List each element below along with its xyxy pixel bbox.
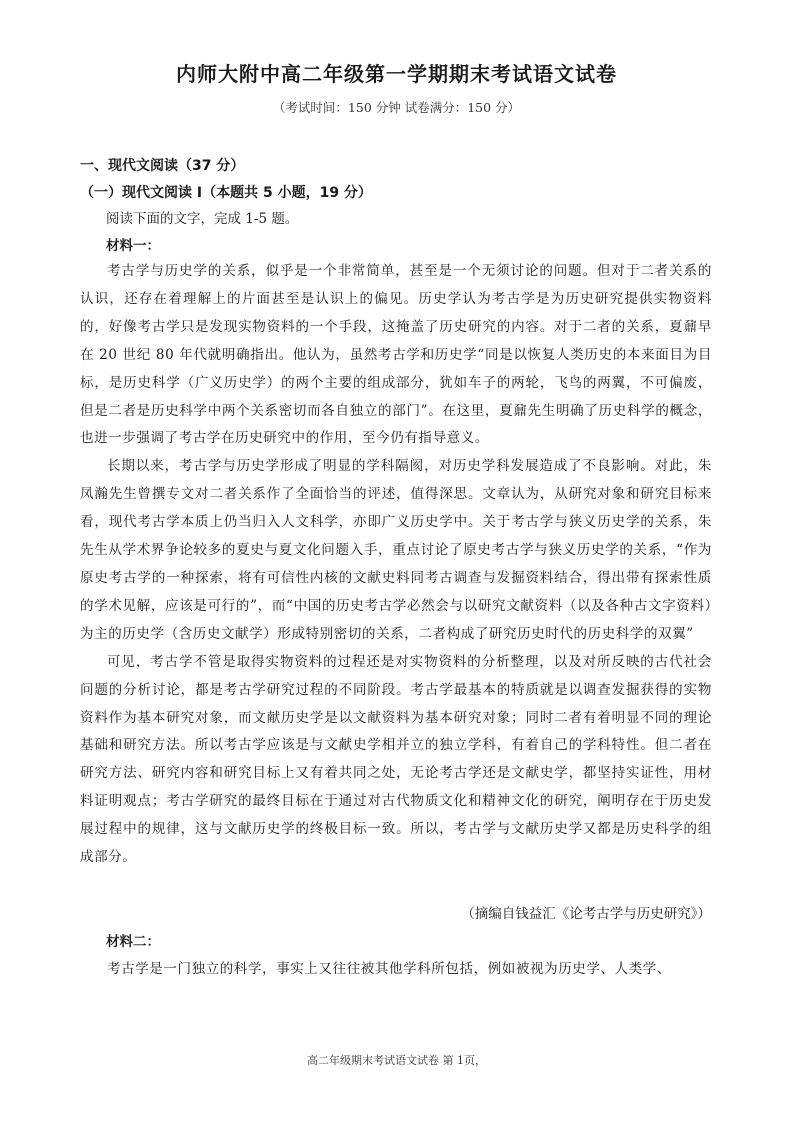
material-2-paragraph: 考古学是一门独立的科学，事实上又往往被其他学科所包括，例如被视为历史学、人类学、 <box>107 961 671 977</box>
material-1-paragraph: 可见，考古学不管是取得实物资料的过程还是对实物资料的分析整理，以及对所反映的古代社会问题的分析讨论，都是考古学研究过程的不同阶段。考古学最基本的特质就是以调查发掘获得的实物资料作为基本研究对象，而文献历史学是以文献资料为基本研究对象；同时二者有着明显不同的理论基础和研究方法。所以考古学应该是与文献史学相并立的独立学科，有着自己的学科特性。但二者在研究方法、研究内容和研究目标上又有着共同之处，无论考古学还是文献史学，都坚持实证性，用材料证明观点；考古学研究的最终目标在于通过对古代物质文化和精神文化的研究，阐明存在于历史发展过程中的规律，这与文献历史学的终极目标一致。所以，考古学与文献历史学又都是历史科学的组成部分。 <box>80 653 712 866</box>
page-footer: 高二年级期末考试语文试卷 第 1页， <box>307 1054 486 1067</box>
material-1-source: （摘编自钱益汇《论考古学与历史研究》） <box>461 906 711 922</box>
subsection-heading: （一）现代文阅读 I（本题共 5 小题，19 分） <box>80 185 372 201</box>
exam-title: 内师大附中高二年级第一学期期末考试语文试卷 <box>176 62 617 86</box>
exam-subtitle: （考试时间：150 分钟 试卷满分：150 分） <box>272 100 521 115</box>
material-2-label: 材料二： <box>106 934 160 950</box>
material-1-paragraph: 长期以来，考古学与历史学形成了明显的学科隔阂，对历史学科发展造成了不良影响。对此，朱凤瀚先生曾撰专文对二者关系作了全面恰当的评述，值得深思。文章认为，从研究对象和研究目标来看，现代考古学本质上仍当归入人文科学，亦即广义历史学中。关于考古学与狭义历史学的关系，朱先生从学术界争论较多的夏史与夏文化问题入手，重点讨论了原史考古学与狭义历史学的关系，“作为原史考古学的一种探索，将有可信性内核的文献史料同考古调查与发掘资料结合，得出带有探索性质的学术见解，应该是可行的”，而“中国的历史考古学必然会与以研究文献资料（以及各种古文字资料）为主的历史学（含历史文献学）形成特别密切的关系，二者构成了研究历史时代的历史科学的双翼” <box>80 458 712 642</box>
material-1-label: 材料一： <box>106 238 160 254</box>
reading-instruction: 阅读下面的文字，完成 1-5 题。 <box>106 211 299 227</box>
material-1-paragraph: 考古学与历史学的关系，似乎是一个非常简单，甚至是一个无须讨论的问题。但对于二者关系的认识，还存在着理解上的片面甚至是认识上的偏见。历史学认为考古学是为历史研究提供实物资料的，好像考古学只是发现实物资料的一个手段，这掩盖了历史研究的内容。对于二者的关系，夏鼐早在 20 世纪 80 年代就明确指出。他认为，虽然考古学和历史学“同是以恢复人类历史的本来面目为目标，是历史科学（广义历史学）的两个主要的组成部分，犹如车子的两轮，飞鸟的两翼，不可偏废，但是二者是历史科学中两个关系密切而各自独立的部门”。在这里，夏鼐先生明确了历史科学的概念，也进一步强调了考古学在历史研究中的作用，至今仍有指导意义。 <box>80 263 712 447</box>
section-heading: 一、现代文阅读（37 分） <box>80 158 245 174</box>
material-1-body <box>80 258 712 872</box>
